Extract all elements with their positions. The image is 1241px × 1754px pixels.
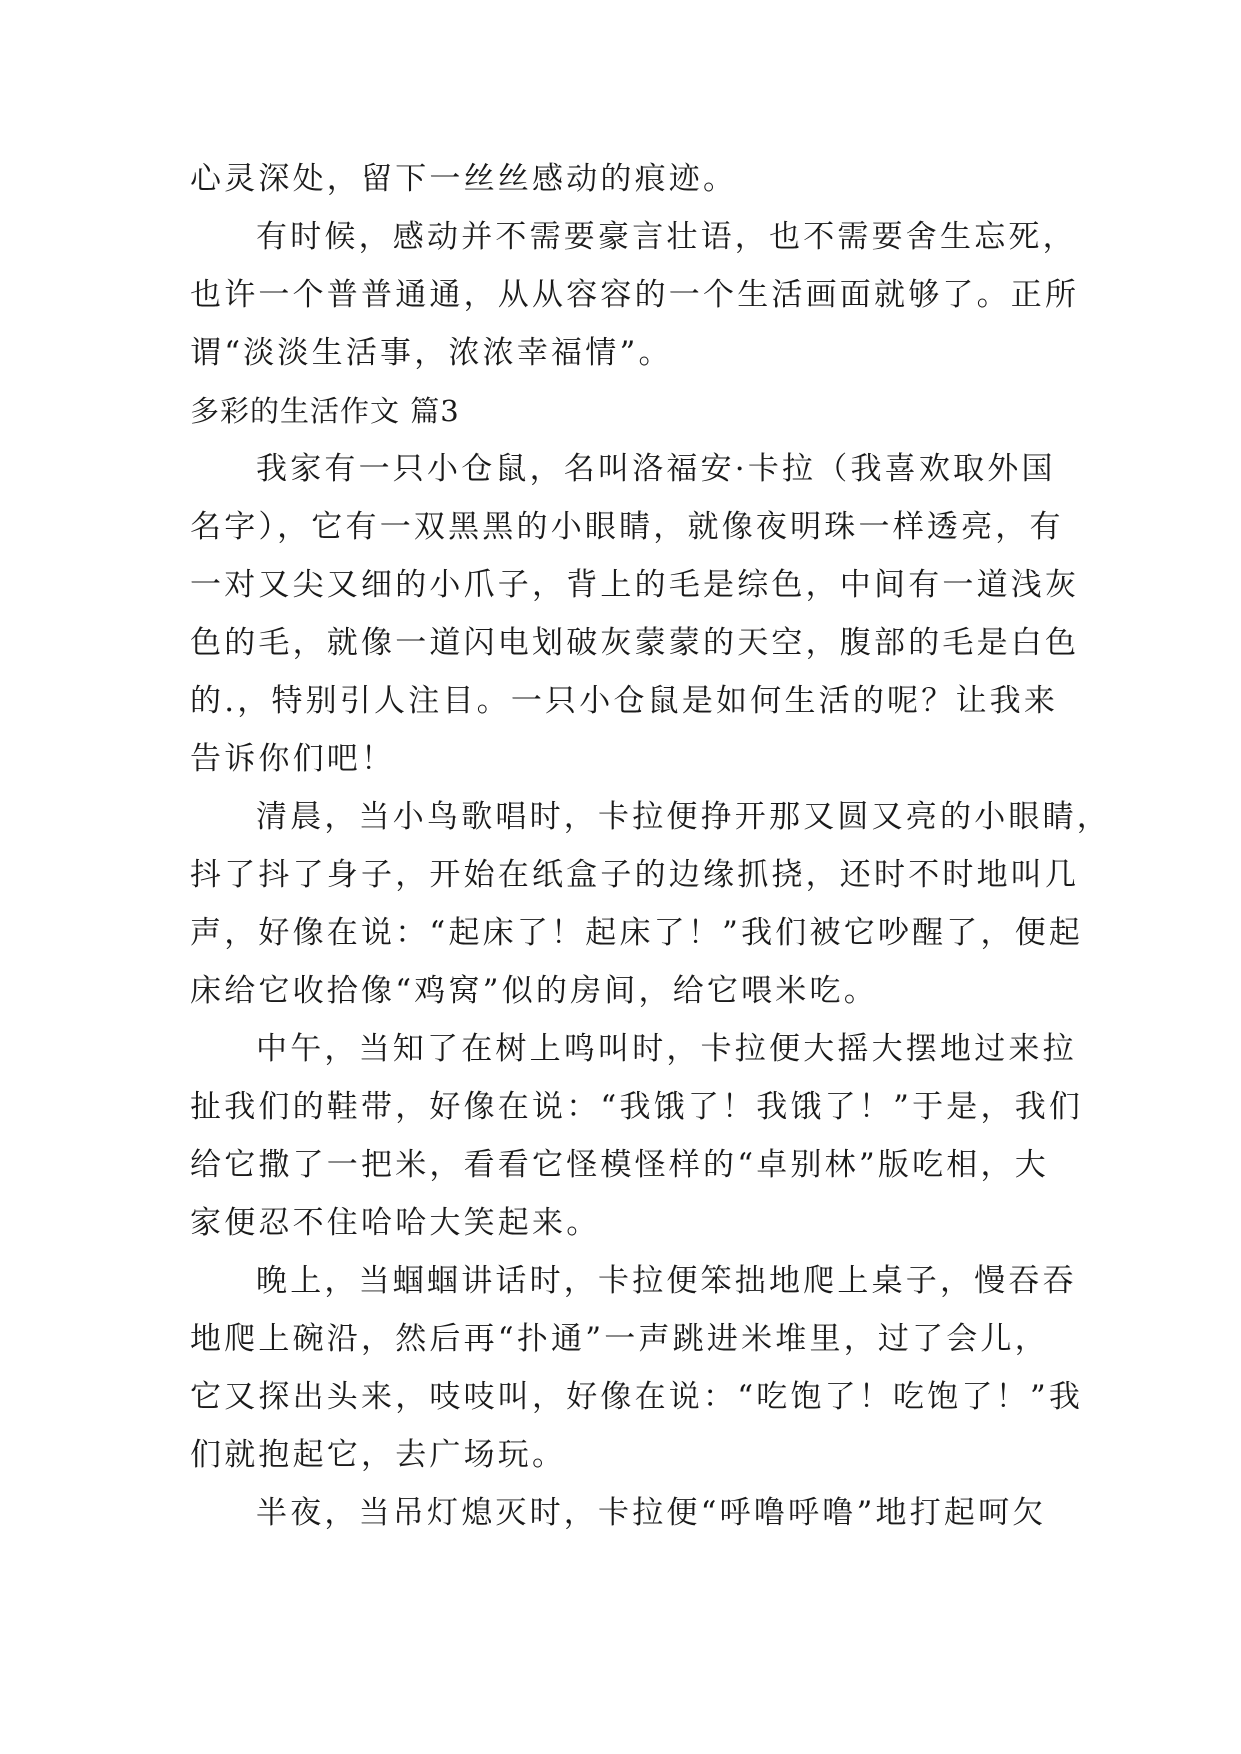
text-line: 色的毛，就像一道闪电划破灰蒙蒙的天空，腹部的毛是白色 (190, 625, 1080, 661)
text-line: 抖了抖了身子，开始在纸盒子的边缘抓挠，还时不时地叫几 (190, 857, 1080, 893)
text-line: 晚上，当蝈蝈讲话时，卡拉便笨拙地爬上桌子，慢吞吞 (256, 1263, 1077, 1299)
text-line: 半夜，当吊灯熄灭时，卡拉便“呼噜呼噜”地打起呵欠 (256, 1495, 1047, 1531)
text-line: 声，好像在说：“起床了！起床了！”我们被它吵醒了，便起 (190, 915, 1084, 951)
text-line: 给它撒了一把米，看看它怪模怪样的“卓别林”版吃相，大 (190, 1147, 1049, 1183)
text-line: 告诉你们吧！ (190, 741, 396, 777)
text-line: 心灵深处，留下一丝丝感动的痕迹。 (190, 161, 738, 197)
text-line: 床给它收拾像“鸡窝”似的房间，给它喂米吃。 (190, 973, 878, 1009)
text-line: 扯我们的鞋带，好像在说：“我饿了！我饿了！”于是，我们 (190, 1089, 1084, 1125)
text-line: 的.，特别引人注目。一只小仓鼠是如何生活的呢？让我来 (190, 683, 1059, 719)
text-line: 中午，当知了在树上鸣叫时，卡拉便大摇大摆地过来拉 (256, 1031, 1077, 1067)
text-line: 也许一个普普通通，从从容容的一个生活画面就够了。正所 (190, 277, 1080, 313)
text-line: 它又探出头来，吱吱叫，好像在说：“吃饱了！吃饱了！”我 (190, 1379, 1084, 1415)
document-page (190, 150, 1111, 1542)
text-line: 一对又尖又细的小爪子，背上的毛是综色，中间有一道浅灰 (190, 567, 1080, 603)
text-line: 清晨，当小鸟歌唱时，卡拉便挣开那又圆又亮的小眼睛， (256, 799, 1111, 835)
text-line: 谓“淡淡生活事，浓浓幸福情”。 (190, 335, 673, 371)
text-line: 名字），它有一双黑黑的小眼睛，就像夜明珠一样透亮，有 (190, 509, 1064, 545)
text-line: 有时候，感动并不需要豪言壮语，也不需要舍生忘死， (256, 219, 1077, 255)
section-heading: 多彩的生活作文 篇3 (190, 394, 460, 428)
text-line: 我家有一只小仓鼠，名叫洛福安·卡拉（我喜欢取外国 (256, 451, 1056, 487)
text-line: 地爬上碗沿，然后再“扑通”一声跳进米堆里，过了会儿， (190, 1321, 1049, 1357)
text-line: 家便忍不住哈哈大笑起来。 (190, 1205, 601, 1241)
text-line: 们就抱起它，去广场玩。 (190, 1437, 567, 1473)
